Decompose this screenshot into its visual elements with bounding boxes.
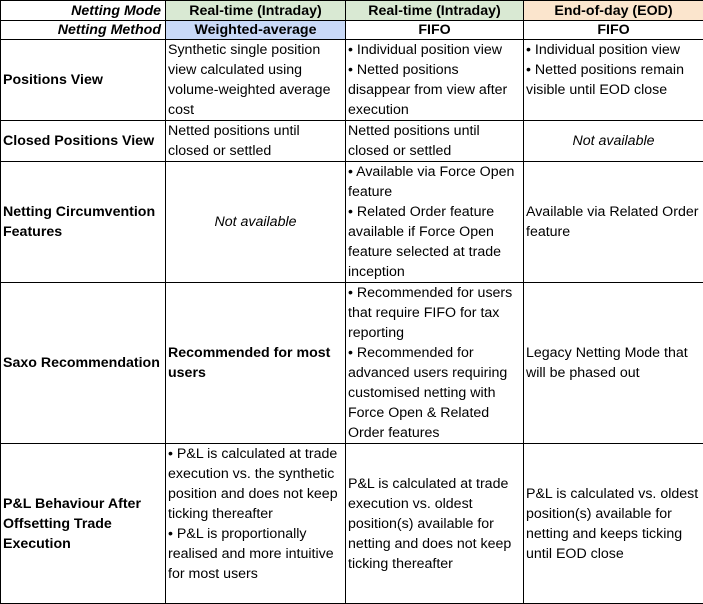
- bullet-item: • Available via Force Open feature: [348, 162, 521, 202]
- bullet-item: • P&L is proportionally realised and more intuitive for most users: [168, 524, 343, 584]
- row-label-pnl-behaviour: P&L Behaviour After Offsetting Trade Execution: [1, 444, 166, 604]
- netting-mode-header-row: [1, 1, 703, 21]
- closed-positions-fifo-realtime-cell: Netted positions until closed or settled: [346, 121, 524, 162]
- positions-view-fifo-realtime-cell: [346, 40, 524, 121]
- bullet-item: • Related Order feature available if Force Open feature selected at trade inception: [348, 202, 521, 282]
- table-row: [1, 40, 703, 121]
- bullet-item: • Individual position view: [526, 40, 701, 60]
- bullet-item: • P&L is calculated at trade execution vs. the synthetic position and does not keep ticking thereafter: [168, 444, 343, 524]
- bullet-item: • Individual position view: [348, 40, 521, 60]
- col3-method-header: FIFO: [524, 21, 703, 40]
- row-label-positions-view: Positions View: [1, 40, 166, 121]
- col2-method-header: FIFO: [346, 21, 524, 40]
- circumvention-fifo-realtime-cell: [346, 162, 524, 283]
- pnl-fifo-eod-cell: P&L is calculated vs. oldest position(s) available for netting and keeps ticking until EOD close: [524, 444, 703, 604]
- row-label-saxo-recommendation: Saxo Recommendation: [1, 283, 166, 444]
- bullet-item: • Recommended for advanced users requiring customised netting with Force Open & Related Order features: [348, 343, 521, 443]
- recommendation-fifo-eod-cell: Legacy Netting Mode that will be phased out: [524, 283, 703, 444]
- bullet-item: • Recommended for users that require FIFO for tax reporting: [348, 283, 521, 343]
- netting-mode-label: Netting Mode: [1, 1, 166, 21]
- circumvention-fifo-eod-cell: Available via Related Order feature: [524, 162, 703, 283]
- recommendation-weighted-average-cell: Recommended for most users: [166, 283, 346, 444]
- table-row: [1, 162, 703, 283]
- bullet-item: • Netted positions disappear from view after execution: [348, 60, 521, 120]
- positions-view-fifo-eod-cell: [524, 40, 703, 121]
- col1-method-header: Weighted-average: [166, 21, 346, 40]
- col2-mode-header: Real-time (Intraday): [346, 1, 524, 21]
- positions-view-weighted-average-cell: Synthetic single position view calculated using volume-weighted average cost: [166, 40, 346, 121]
- table-row: [1, 444, 703, 604]
- closed-positions-weighted-average-cell: Netted positions until closed or settled: [166, 121, 346, 162]
- closed-positions-fifo-eod-cell: Not available: [524, 121, 703, 162]
- row-label-closed-positions-view: Closed Positions View: [1, 121, 166, 162]
- pnl-weighted-average-cell: [166, 444, 346, 604]
- pnl-fifo-realtime-cell: P&L is calculated at trade execution vs. oldest position(s) available for netting and does not keep ticking thereafter: [346, 444, 524, 604]
- row-label-netting-circumvention: Netting Circumvention Features: [1, 162, 166, 283]
- table-row: [1, 283, 703, 444]
- recommendation-fifo-realtime-cell: [346, 283, 524, 444]
- bullet-item: • Netted positions remain visible until EOD close: [526, 60, 701, 100]
- netting-method-label: Netting Method: [1, 21, 166, 40]
- netting-method-header-row: [1, 21, 703, 40]
- table-row: [1, 121, 703, 162]
- col1-mode-header: Real-time (Intraday): [166, 1, 346, 21]
- circumvention-weighted-average-cell: Not available: [166, 162, 346, 283]
- col3-mode-header: End-of-day (EOD): [524, 1, 703, 21]
